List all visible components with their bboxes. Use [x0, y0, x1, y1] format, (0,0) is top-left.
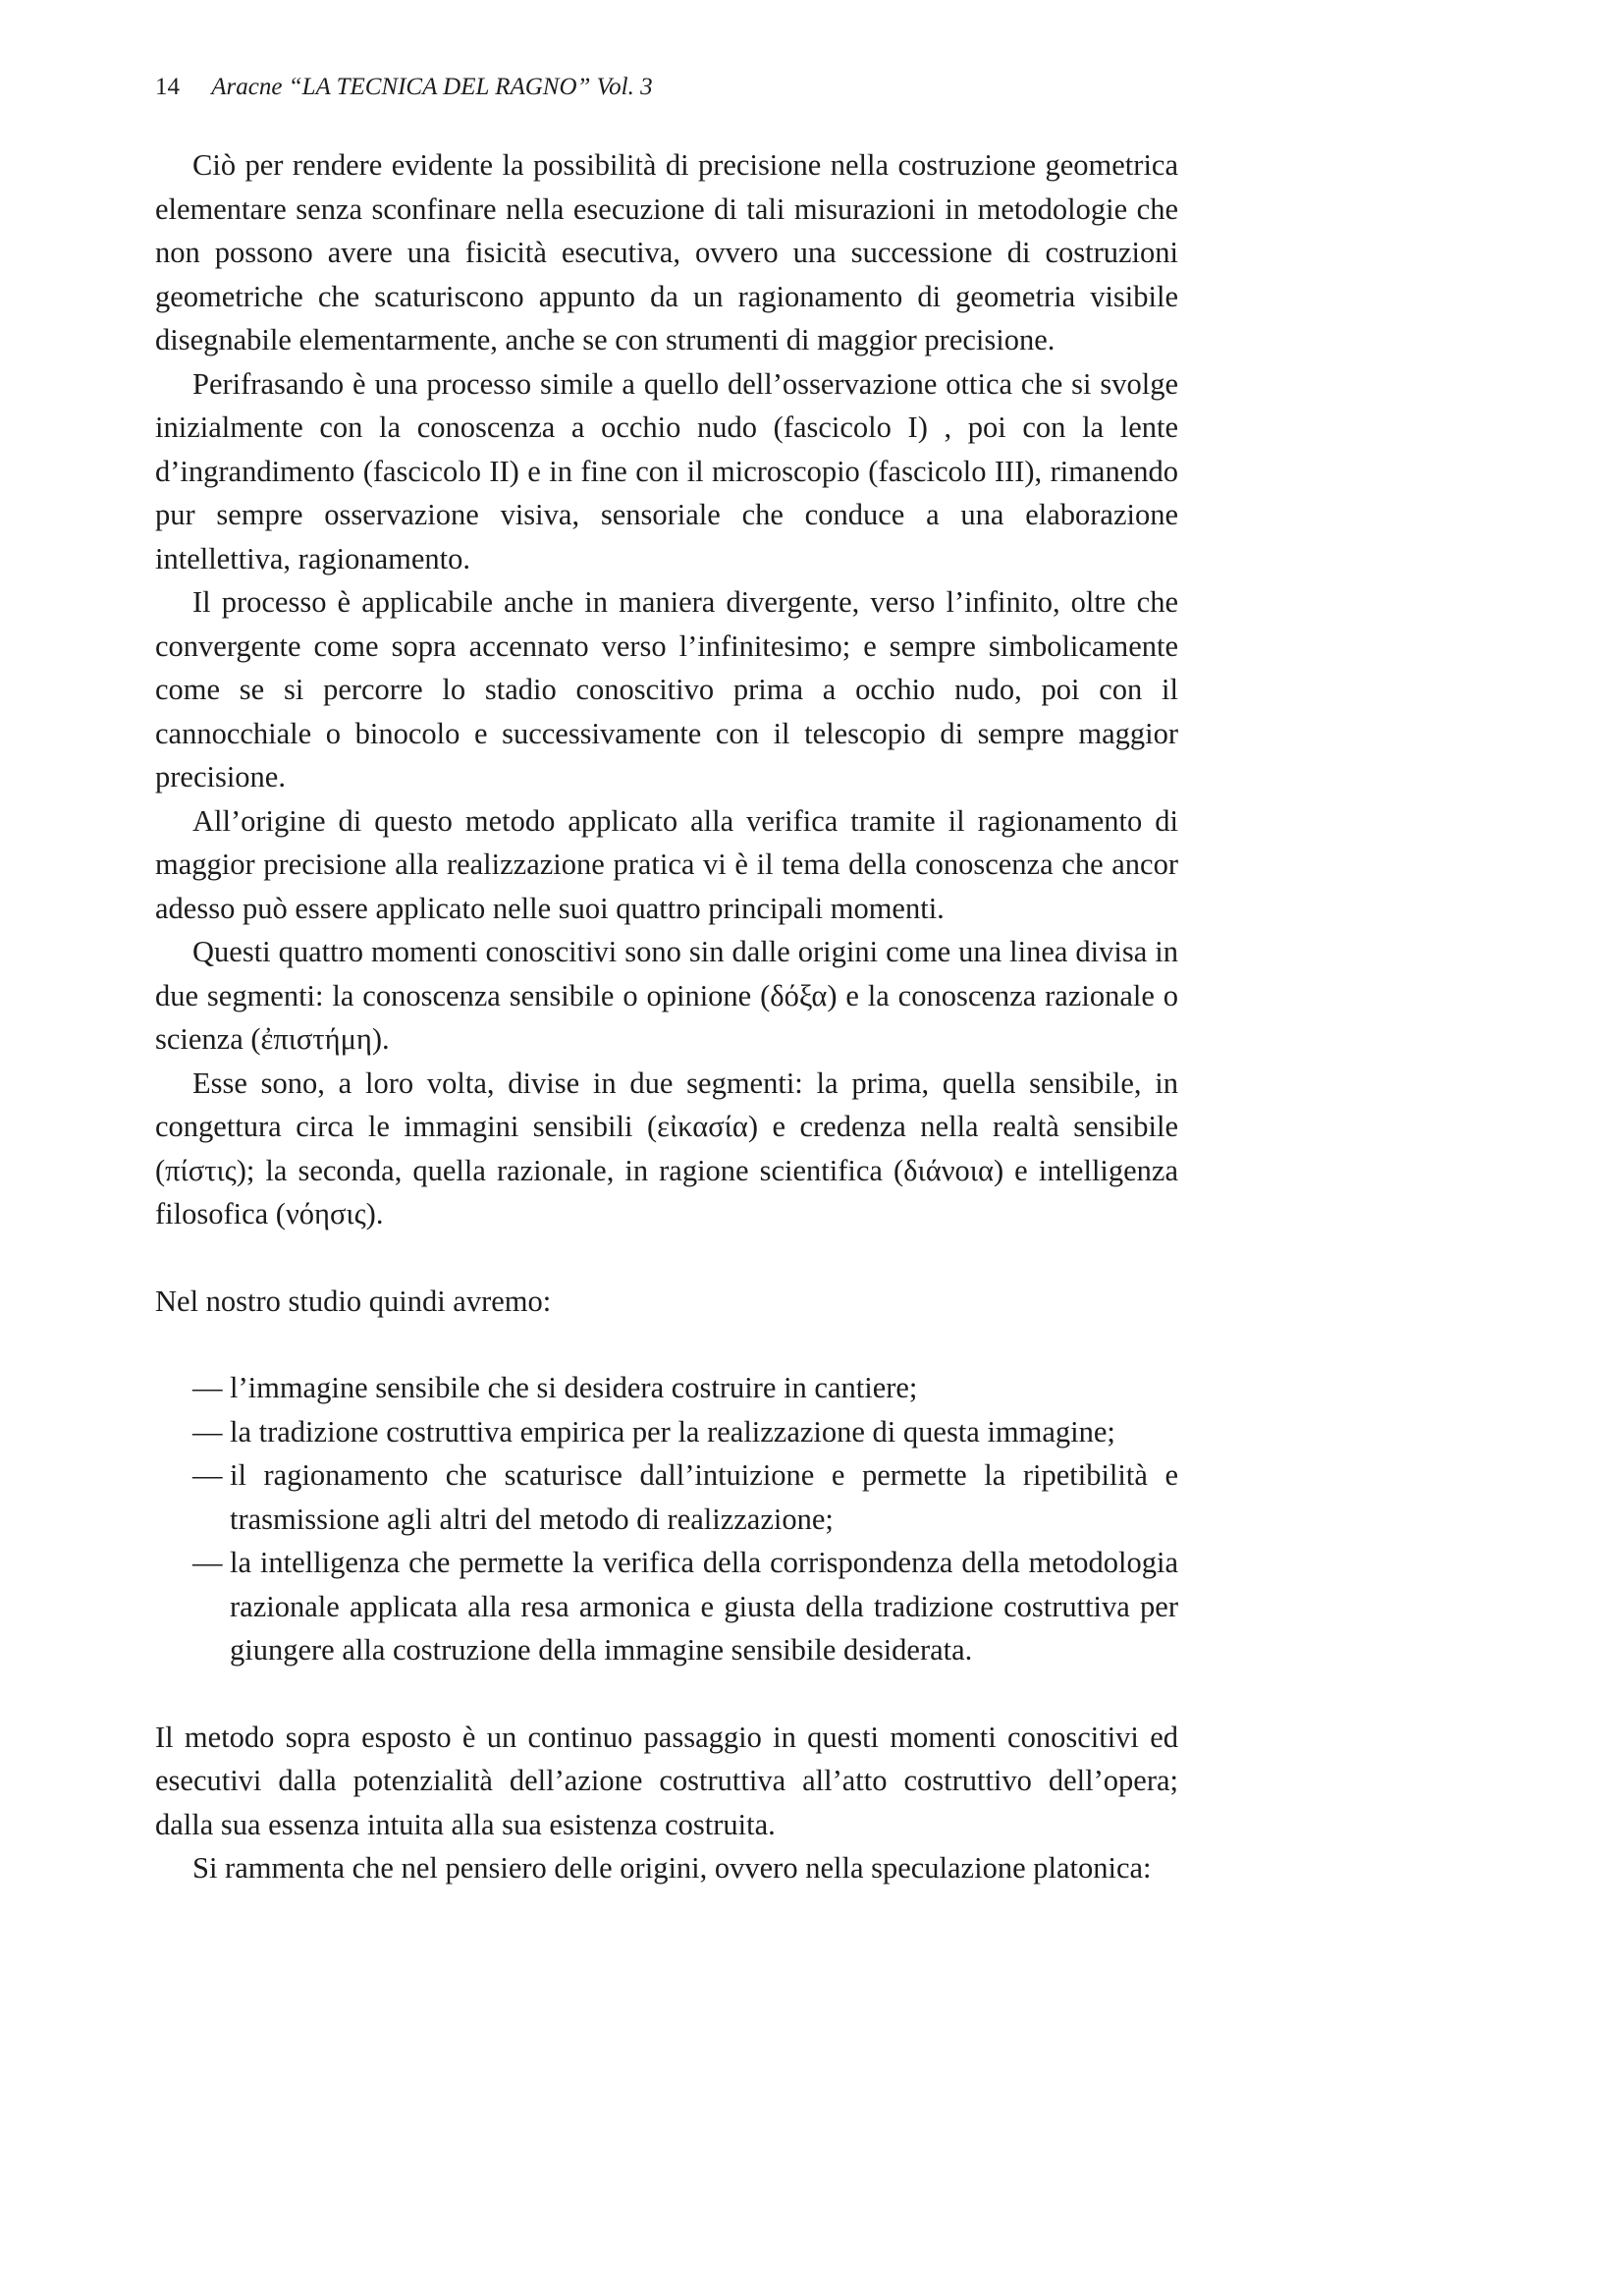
list-item-text: il ragionamento che scaturisce dall’intuizione e permette la ripetibilità e trasmissione agli altri del metodo di realizzazione;: [230, 1458, 1178, 1536]
em-dash-marker: —: [192, 1458, 223, 1492]
knowledge-moments-list: [155, 1366, 1178, 1672]
page-number: 14: [155, 74, 180, 100]
paragraph-divergent-process: Il processo è applicabile anche in maniera divergente, verso l’infinito, oltre che convergente come sopra accennato verso l’infinitesimo; e sempre simbolicamente come se si percorre lo stadio conoscitivo prima a occhio nudo, poi con il cannocchiale o binocolo e successivamente con il telescopio di sempre maggior precisione.: [155, 585, 1178, 793]
em-dash-marker: —: [192, 1414, 223, 1449]
em-dash-marker: —: [192, 1371, 223, 1404]
paragraph-optical-observation: Perifrasando è una processo simile a quello dell’osservazione ottica che si svolge inizialmente con la conoscenza a occhio nudo (fascicolo I) , poi con la lente d’ingrandimento (fascicolo II) e in fine con il microscopio (fascicolo III), rimanendo pur sempre osservazione visiva, sensoriale che conduce a una elaborazione intellettiva, ragionamento.: [155, 366, 1178, 575]
body-text: [155, 143, 1178, 1890]
list-intro: Nel nostro studio quindi avremo:: [155, 1284, 552, 1318]
em-dash-marker: —: [192, 1546, 223, 1579]
list-item-text: l’immagine sensibile che si desidera costruire in cantiere;: [230, 1371, 918, 1404]
paragraph-divided-line: Questi quattro momenti conoscitivi sono sin dalle origini come una linea divisa in due segmenti: la conoscenza sensibile o opinione (δόξα) e la conoscenza razionale o scienza (ἐπιστήμη).: [155, 935, 1178, 1056]
paragraph-method-summary: Il metodo sopra esposto è un continuo passaggio in questi momenti conoscitivi ed esecutivi dalla potenzialità dell’azione costruttiva all’atto costruttivo dell’opera; dalla sua essenza intuita alla sua esistenza costruita.: [155, 1720, 1178, 1841]
list-item-text: la intelligenza che permette la verifica della corrispondenza della metodologia razionale applicata alla resa armonica e giusta della tradizione costruttiva per giungere alla costruzione della immagine sensibile desiderata.: [230, 1546, 1178, 1667]
list-item: [192, 1541, 1178, 1672]
list-item: [192, 1366, 1178, 1410]
running-header: [155, 71, 653, 104]
paragraph-origin-of-method: All’origine di questo metodo applicato alla verifica tramite il ragionamento di maggior precisione alla realizzazione pratica vi è il tema della conoscenza che ancor adesso può essere applicato nelle suoi quattro principali momenti.: [155, 803, 1178, 925]
paragraph-segments: Esse sono, a loro volta, divise in due segmenti: la prima, quella sensibile, in congettura circa le immagini sensibili (εἰκασία) e credenza nella realtà sensibile (πίστις); la seconda, quella razionale, in ragione scientifica (διάνοια) e intelligenza filosofica (νόησις).: [155, 1066, 1178, 1230]
paragraph-precision: Ciò per rendere evidente la possibilità di precisione nella costruzione geometrica elementare senza sconfinare nella esecuzione di tali misurazioni in metodologie che non possono avere una fisicità esecutiva, ovvero una successione di costruzioni geometriche che scaturiscono appunto da un ragionamento di geometria visibile disegnabile elementarmente, anche se con strumenti di maggior precisione.: [155, 148, 1178, 356]
list-item: [192, 1410, 1178, 1454]
list-item: [192, 1453, 1178, 1541]
paragraph-platonic-reminder: Si rammenta che nel pensiero delle origini, ovvero nella speculazione platonica:: [192, 1851, 1152, 1885]
running-title: Aracne “LA TECNICA DEL RAGNO” Vol. 3: [211, 74, 653, 100]
list-item-text: la tradizione costruttiva empirica per la realizzazione di questa immagine;: [230, 1414, 1115, 1449]
